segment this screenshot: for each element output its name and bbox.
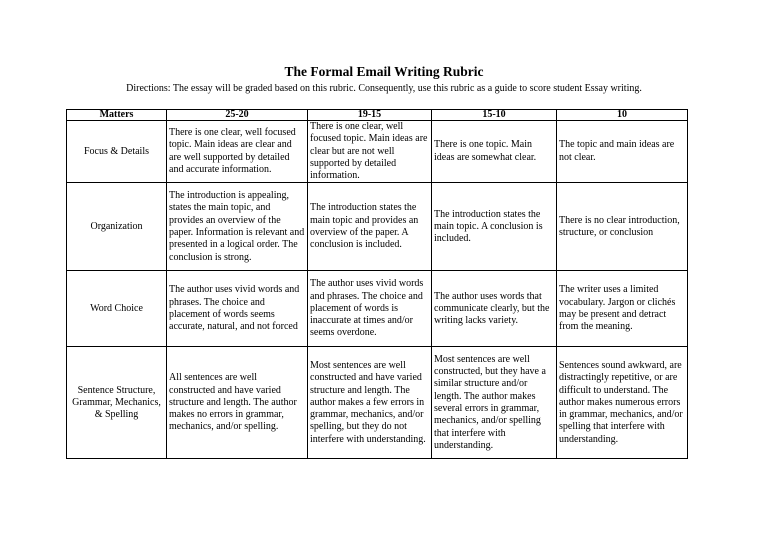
table-cell: The author uses vivid words and phrases. The choice and placement of words seems accurate, natural, and not forced — [167, 271, 308, 347]
column-header-19-15: 19-15 — [308, 110, 432, 121]
criterion-cell: Organization — [67, 183, 167, 271]
table-row — [67, 271, 688, 347]
document-directions: Directions: The essay will be graded based on this rubric. Consequently, use this rubric as a guide to score student Essay writing. — [126, 83, 642, 94]
table-cell: The introduction states the main topic. A conclusion is included. — [432, 183, 557, 271]
table-row — [67, 347, 688, 459]
table-cell: The introduction is appealing, states the main topic, and provides an overview of the paper. Information is relevant and presented in a logical order. The conclusion is strong. — [167, 183, 308, 271]
column-header-10: 10 — [557, 110, 688, 121]
table-cell: There is one clear, well focused topic. Main ideas are clear but are not well supported by detailed information. — [308, 121, 432, 183]
table-cell: All sentences are well constructed and have varied structure and length. The author makes no errors in grammar, mechanics, and/or spelling. — [167, 347, 308, 459]
table-cell: There is no clear introduction, structure, or conclusion — [557, 183, 688, 271]
criterion-cell: Word Choice — [67, 271, 167, 347]
table-row — [67, 183, 688, 271]
table-cell: The author uses vivid words and phrases. The choice and placement of words is inaccurate at times and/or seems overdone. — [308, 271, 432, 347]
table-cell: Most sentences are well constructed, but they have a similar structure and/or length. The author makes several errors in grammar, mechanics, and/or spelling that interfere with understanding. — [432, 347, 557, 459]
table-cell: Most sentences are well constructed and have varied structure and length. The author makes a few errors in grammar, mechanics, and/or spelling, but they do not interfere with understanding. — [308, 347, 432, 459]
criterion-cell: Sentence Structure, Grammar, Mechanics, & Spelling — [67, 347, 167, 459]
column-header-15-10: 15-10 — [432, 110, 557, 121]
criterion-cell: Focus & Details — [67, 121, 167, 183]
rubric-table — [66, 109, 688, 459]
document-title: The Formal Email Writing Rubric — [284, 64, 484, 79]
column-header-matters: Matters — [67, 110, 167, 121]
table-cell: The writer uses a limited vocabulary. Jargon or clichés may be present and detract from the meaning. — [557, 271, 688, 347]
table-cell: The introduction states the main topic and provides an overview of the paper. A conclusion is included. — [308, 183, 432, 271]
table-cell: The author uses words that communicate clearly, but the writing lacks variety. — [432, 271, 557, 347]
table-cell: There is one topic. Main ideas are somewhat clear. — [432, 121, 557, 183]
table-cell: The topic and main ideas are not clear. — [557, 121, 688, 183]
table-cell: There is one clear, well focused topic. Main ideas are clear and are well supported by detailed and accurate information. — [167, 121, 308, 183]
column-header-25-20: 25-20 — [167, 110, 308, 121]
table-header-row — [67, 110, 688, 121]
table-row — [67, 121, 688, 183]
table-cell: Sentences sound awkward, are distractingly repetitive, or are difficult to understand. The author makes numerous errors in grammar, mechanics, and/or spelling that interfere with understanding. — [557, 347, 688, 459]
